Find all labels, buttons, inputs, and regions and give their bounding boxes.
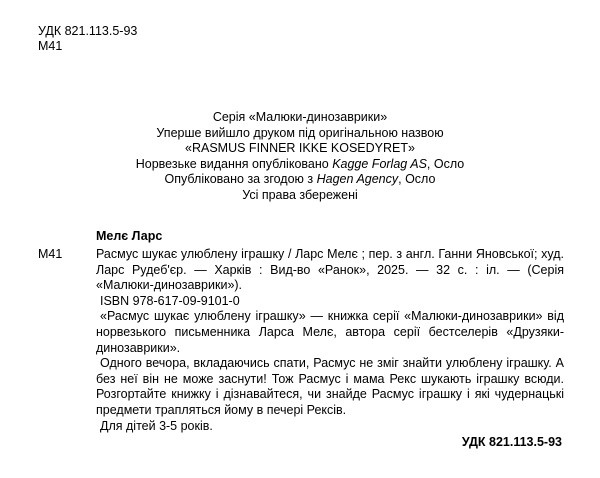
original-title-line: «RASMUS FINNER IKKE KOSEDYRET»	[185, 141, 415, 156]
bibliographic-description: Расмус шукає улюблену іграшку / Ларс Мелє ; пер. з англ. Ганни Яновської; худ. Ларс Рудеб'єр. — Харків : Вид-во «Ранок», 2025. — 32 с. : іл. — (Серія «Малюки-динозаврики»).	[96, 247, 564, 293]
agreement-line: Опубліковано за згодою з Hagen Agency, Осло	[164, 172, 436, 187]
norwegian-publisher: Kagge Forlag AS	[332, 156, 427, 171]
series-block	[100, 110, 500, 204]
udk-footer: УДК 821.113.5-93	[461, 435, 562, 449]
series-line: Серія «Малюки-динозаврики»	[212, 110, 388, 124]
first-published-line: Уперше вийшло друком під оригінальною назвою	[156, 125, 444, 140]
agency-name: Hagen Agency	[316, 172, 399, 187]
udk-header	[38, 24, 137, 54]
norwegian-edition-line: Норвезьке видання опубліковано Kagge Forlag AS, Осло	[135, 156, 465, 171]
record-description	[96, 247, 564, 434]
isbn: ISBN 978-617-09-9101-0	[100, 293, 240, 308]
age-range: Для дітей 3-5 років.	[100, 418, 213, 433]
annotation: Одного вечора, вкладаючись спати, Расмус не зміг знайти улюблену іграшку. А без неї він не може заснути! Тож Расмус і мама Рекс шукають іграшку всюди. Розгортайте книжку і дізнавайтеся, чи знайде Расмус іграшку і які чудернацькі предмети трапляться йому в печері Рексів.	[96, 356, 564, 417]
rights-line: Усі права збережені	[242, 187, 358, 202]
record-code: М41	[38, 247, 63, 261]
summary: «Расмус шукає улюблену іграшку» — книжка серії «Малюки-динозаврики» від норвезького письменника Ларса Мелє, автора серії бестселерів «Друзяки-динозаврики».	[96, 309, 564, 355]
author-mark: М41	[38, 39, 63, 53]
record-author: Мелє Ларс	[96, 229, 163, 243]
udk-code: УДК 821.113.5-93	[38, 24, 138, 38]
